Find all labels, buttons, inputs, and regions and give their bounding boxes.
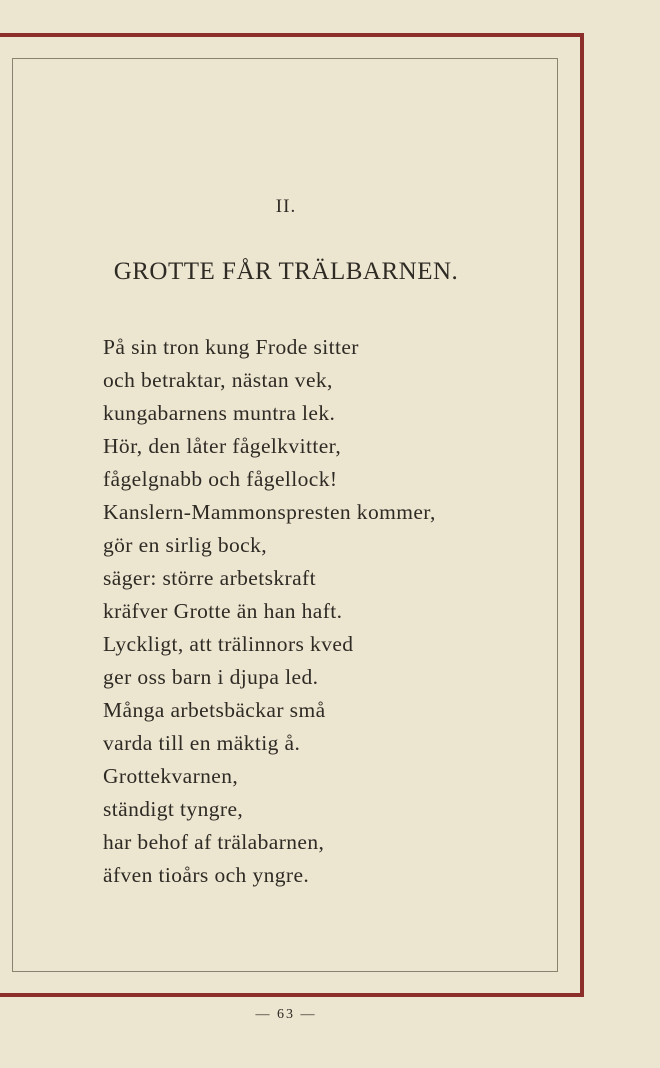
poem-line: Lyckligt, att trälinnors kved	[103, 632, 354, 656]
poem-line: På sin tron kung Frode sitter	[103, 335, 359, 359]
chapter-number: II.	[275, 196, 297, 217]
page-number: — 63 —	[255, 1007, 317, 1022]
poem-line: Kanslern-Mammonspresten kommer,	[103, 500, 436, 524]
poem-line: ger oss barn i djupa led.	[103, 665, 319, 689]
right-border-rule	[580, 33, 584, 997]
poem-line: Grottekvarnen,	[103, 764, 239, 788]
poem-line: ständigt tyngre,	[103, 797, 244, 821]
poem-line: Hör, den låter fågelkvitter,	[103, 434, 342, 458]
poem-line: gör en sirlig bock,	[103, 533, 268, 557]
poem-line: säger: större arbetskraft	[103, 566, 316, 590]
poem-line: och betraktar, nästan vek,	[103, 368, 333, 392]
poem-line: varda till en mäktig å.	[103, 731, 301, 755]
top-border-rule	[0, 33, 584, 37]
poem-title: GROTTE FÅR TRÄLBARNEN.	[113, 258, 459, 285]
poem-body	[103, 331, 543, 892]
poem-line: äfven tioårs och yngre.	[103, 863, 310, 887]
bottom-border-rule	[0, 993, 584, 997]
poem-line: har behof af trälabarnen,	[103, 830, 325, 854]
poem-line: fågelgnabb och fågellock!	[103, 467, 338, 491]
poem-line: kräfver Grotte än han haft.	[103, 599, 343, 623]
poem-line: Många arbetsbäckar små	[103, 698, 326, 722]
poem-line: kungabarnens muntra lek.	[103, 401, 336, 425]
